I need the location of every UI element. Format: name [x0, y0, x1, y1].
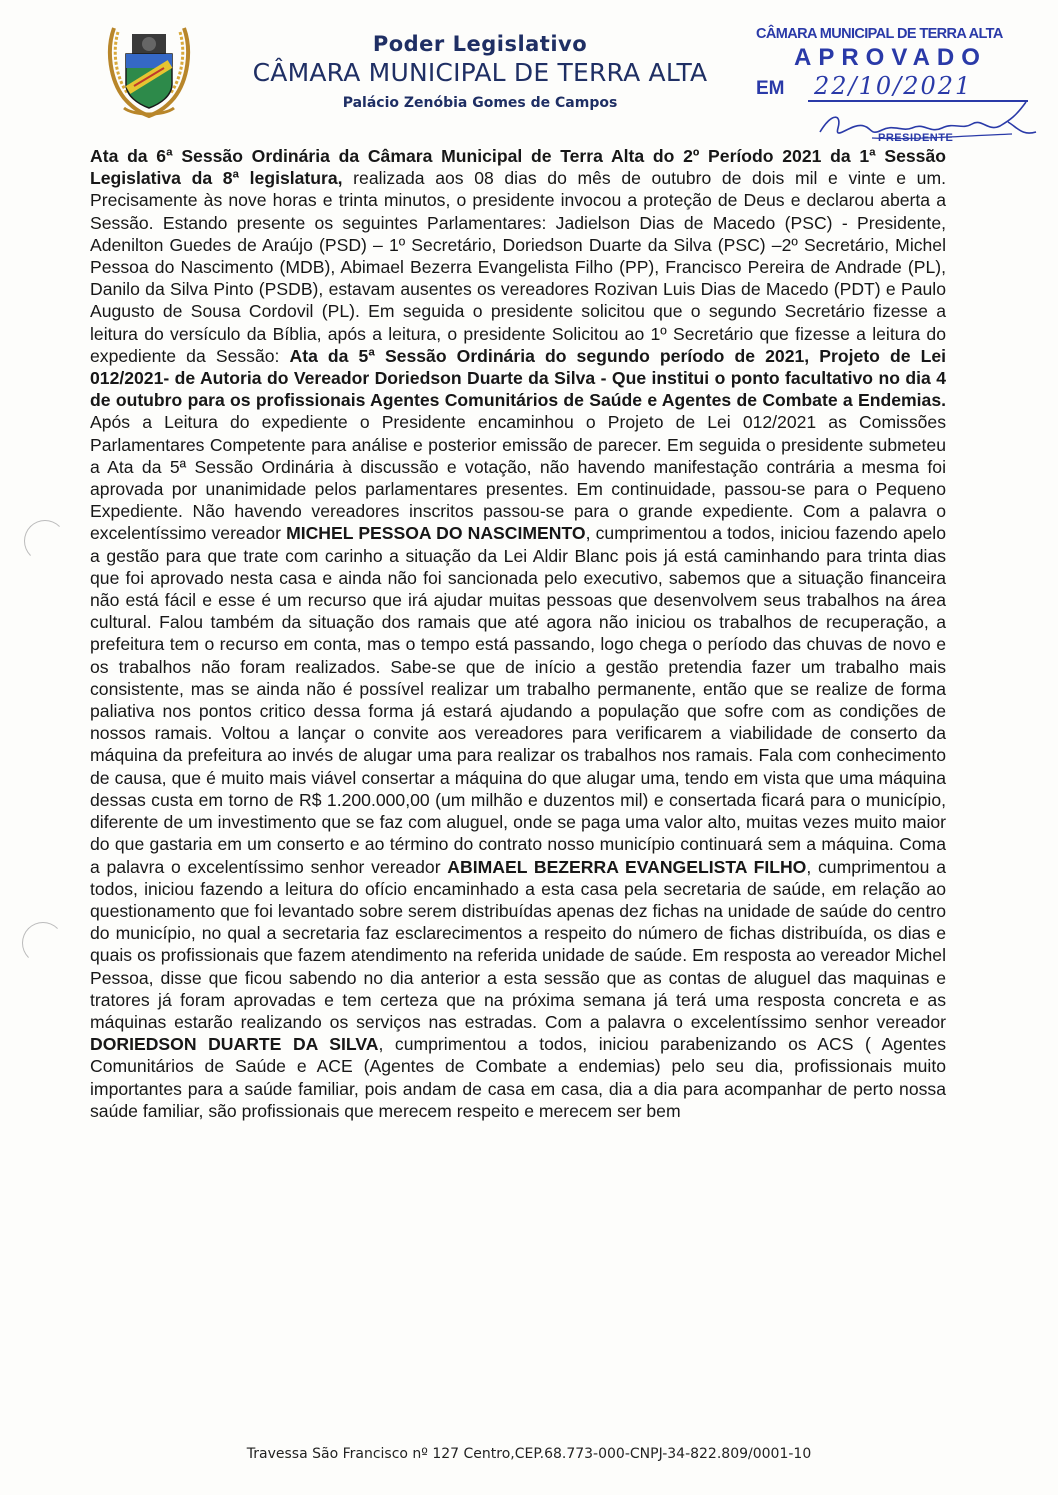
- minutes-body: [90, 145, 946, 1122]
- speaker-name-2: ABIMAEL BEZERRA EVANGELISTA FILHO: [447, 856, 807, 877]
- header-palace: Palácio Zenóbia Gomes de Campos: [342, 95, 618, 111]
- stamp-em-label: EM: [756, 78, 785, 99]
- body-text-4: , cumprimentou a todos, iniciou fazendo a leitura do ofício encaminhado a esta casa pela secretaria de saúde, em relação ao questionamento que foi levantado sobre serem distribuídas apenas dez fichas na unidade de saúde do centro do município, no qual a secretaria faz esclarecimentos a respeito do número de fichas distribuída, os dias e quais os profissionais que fazem atendimento na referida unidade de saúde. Em resposta ao vereador Michel Pessoa, disse que ficou sabendo no dia anterior a esta sessão que as contas de aluguel das maquinas e tratores já foram aprovadas e tem certeza que na próxima semana já terá uma resposta concreta e as máquinas estarão realizando os serviços nas estradas. Com a palavra o excelentíssimo senhor vereador: [90, 856, 946, 1032]
- scan-mark: [22, 922, 64, 964]
- municipal-coat-of-arms-icon: [104, 20, 194, 120]
- header-org: Poder Legislativo: [372, 32, 588, 56]
- body-text-2: Após a Leitura do expediente o Presidente encaminhou o Projeto de Lei 012/2021 as Comissões Parlamentares Competente para análise e posterior emissão de parecer. Em seguida o presidente submeteu a Ata da 5ª Sessão Ordinária à discussão e votação, não havendo manifestação contrária a mesma foi aprovada por unanimidade pelos parlamentares presentes. Em continuidade, passou-se para o Pequeno Expediente. Não havendo vereadores inscritos passou-se para o grande expediente. Com a palavra o excelentíssimo vereador: [90, 412, 946, 544]
- body-text-1: realizada aos 08 dias do mês de outubro de dois mil e vinte e um. Precisamente às nove horas e trinta minutos, o presidente invocou a proteção de Deus e declarou aberta a Sessão. Estando presente os seguintes Parlamentares: Jadielson Dias de Macedo (PSC) - Presidente, Adenilton Guedes de Araújo (PSD) – 1º Secretário, Doriedson Duarte da Silva (PSC) –2º Secretário, Michel Pessoa do Nascimento (MDB), Abimael Bezerra Evangelista Filho (PP), Francisco Pereira de Andrade (PL), Danilo da Silva Pinto (PSDB), estavam ausentes os vereadores Rozivan Luis Dias de Macedo (PDT) e Paulo Augusto de Sousa Cordovil (PL). Em seguida o presidente solicitou que o segundo Secretário fizesse a leitura do versículo da Bíblia, após a leitura, o presidente Solicitou ao 1º Secretário que fizesse a leitura do expediente da Sessão:: [90, 168, 946, 366]
- body-text-5: , cumprimentou a todos, iniciou parabenizando os ACS ( Agentes Comunitários de Saúde e ACE (Agentes de Combate a endemias) pelo seu dia, profissionais muito importantes para a saúde familiar, pois andam de casa em casa, dia a dia para acompanhar de perto nossa saúde familiar, são profissionais que merecem respeito e merecem ser bem: [90, 1034, 946, 1121]
- footer-address: Travessa São Francisco nº 127 Centro,CEP.68.773-000-CNPJ-34-822.809/0001-10: [246, 1446, 812, 1462]
- body-text-3: , cumprimentou a todos, iniciou fazendo apelo a gestão para que trate com carinho a situação da Lei Aldir Blanc pois já está caminhando para trinta dias que foi aprovado nesta casa e ainda não foi sancionada pelo executivo, sabemos que a situação financeira não está fácil e esse é um recurso que irá ajudar muitas pessoas que desenvolvem seus trabalhos na área cultural. Falou também da situação dos ramais que até agora não iniciou os trabalhos de recuperação, a prefeitura tem o recurso em conta, mas o tempo está passando, logo chega o período das chuvas de novo e os trabalhos não foram realizados. Sabe-se que de início a gestão pretendia fazer um trabalho mais consistente, mas se ainda não é possível realizar um trabalho permanente, então que se realize de forma paliativa nos pontos critico dessa forma já estará ajudando a população que sofre com as condições de nossos ramais. Voltou a lançar o convite aos vereadores para verificarem a viabilidade de conserto da máquina da prefeitura ao invés de alugar uma para realizar os trabalhos nos ramais. Fala com conhecimento de causa, que é muito mais viável consertar a máquina do que alugar uma, tendo em vista que uma máquina dessas custa em torno de R$ 1.200.000,00 (um milhão e duzentos mil) e consertada ficará para o município, diferente de um investimento que se faz com aluguel, onde se paga uma valor alto, muitas vezes muito maior do que gastaria em um conserto e ao término do contrato nosso município continuará sem a máquina. Coma a palavra o excelentíssimo senhor vereador: [90, 523, 946, 877]
- stamp-status: APROVADO: [794, 44, 987, 71]
- scan-mark: [24, 520, 66, 562]
- stamp-date: 22/10/2021: [814, 72, 973, 100]
- speaker-name-1: MICHEL PESSOA DO NASCIMENTO: [286, 523, 586, 544]
- speaker-name-3: DORIEDSON DUARTE DA SILVA: [90, 1034, 379, 1055]
- agenda-items: Ata da 5ª Sessão Ordinária do segundo período de 2021, Projeto de Lei 012/2021- de Autoria do Vereador Doriedson Duarte da Silva - Que institui o ponto facultativo no dia 4 de outubro para os profissionais Agentes Comunitários de Saúde e Agentes de Combate a Endemias.: [90, 345, 946, 411]
- header-chamber-name: CÂMARA MUNICIPAL DE TERRA ALTA: [252, 58, 708, 87]
- approval-stamp: [756, 26, 1036, 156]
- stamp-org: CÂMARA MUNICIPAL DE TERRA ALTA: [756, 26, 1003, 42]
- minutes-title: Ata da 6ª Sessão Ordinária da Câmara Municipal de Terra Alta do 2º Período 2021 da 1ª Sessão Legislativa da 8ª legislatura,: [90, 146, 946, 189]
- stamp-role: PRESIDENTE: [878, 132, 954, 144]
